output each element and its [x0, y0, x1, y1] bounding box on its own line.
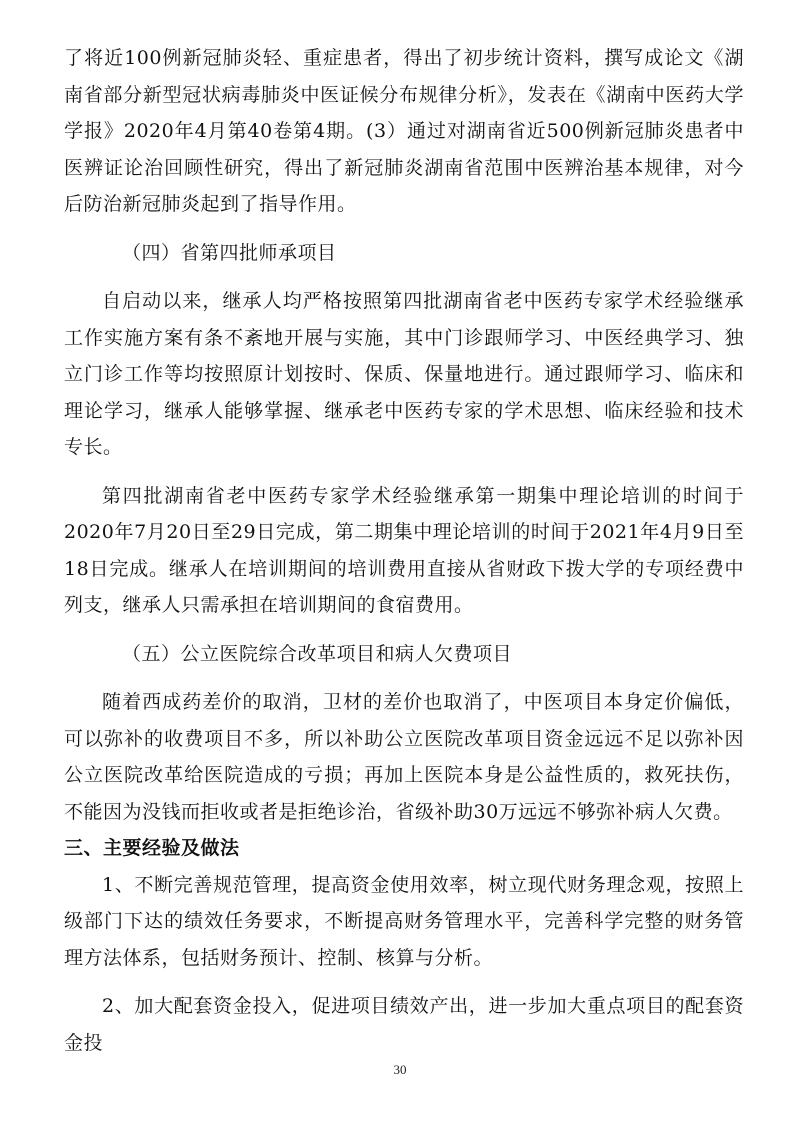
subheading-hospital-reform-project: （五）公立医院综合改革项目和病人欠费项目: [122, 642, 513, 665]
spacer: [64, 976, 744, 988]
paragraph-experience-item-1: 1、不断完善规范管理，提高资金使用效率，树立现代财务理念观，按照上级部门下达的绩效任务要求，不断提高财务管理水平，完善科学完整的财务管理方法体系，包括财务预计、控制、核算与分析。: [64, 873, 744, 969]
subheading-fourth-mentorship-project: （四）省第四批师承项目: [122, 241, 337, 264]
spacer: [64, 223, 744, 235]
spacer: [64, 672, 744, 684]
spacer: [64, 624, 744, 636]
paragraph-mentorship-implementation: 自启动以来，继承人均严格按照第四批湖南省老中医药专家学术经验继承工作实施方案有条不紊地开展与实施，其中门诊跟师学习、中医经典学习、独立门诊工作等均按照原计划按时、保质、保量地进行。通过跟师学习、临床和理论学习，继承人能够掌握、继承老中医药专家的学术思想、临床经验和技术专长。: [64, 290, 744, 458]
paragraph-covid-research-continued: 了将近100例新冠肺炎轻、重症患者，得出了初步统计资料，撰写成论文《湖南省部分新型冠状病毒肺炎中医证候分布规律分析》，发表在《湖南中医药大学学报》2020年4月第40卷第4期。(3）通过对湖南省近500例新冠肺炎患者中医辨证论治回顾性研究，得出了新冠肺炎湖南省范围中医辨治基本规律，对今后防治新冠肺炎起到了指导作用。: [64, 47, 744, 215]
spacer: [64, 466, 744, 478]
paragraph-mentorship-training: 第四批湖南省老中医药专家学术经验继承第一期集中理论培训的时间于2020年7月20日至29日完成，第二期集中理论培训的时间于2021年4月9日至18日完成。继承人在培训期间的培训费用直接从省财政下拨大学的专项经费中列支，继承人只需承担在培训期间的食宿费用。: [64, 484, 744, 616]
section-heading-main-experience: 三、主要经验及做法: [64, 837, 240, 859]
spacer: [64, 271, 744, 283]
paragraph-hospital-reform-details: 随着西成药差价的取消，卫材的差价也取消了，中医项目本身定价偏低，可以弥补的收费项目不多，所以补助公立医院改革项目资金远远不足以弥补因公立医院改革给医院造成的亏损；再加上医院本身是公益性质的，救死扶伤，不能因为没钱而拒收或者是拒绝诊治，省级补助30万远远不够弥补病人欠费。: [64, 691, 744, 823]
page-number: 30: [393, 1062, 407, 1077]
page-content: [64, 40, 744, 1061]
paragraph-experience-item-2: 2、加大配套资金投入，促进项目绩效产出，进一步加大重点项目的配套资金投: [64, 995, 744, 1054]
